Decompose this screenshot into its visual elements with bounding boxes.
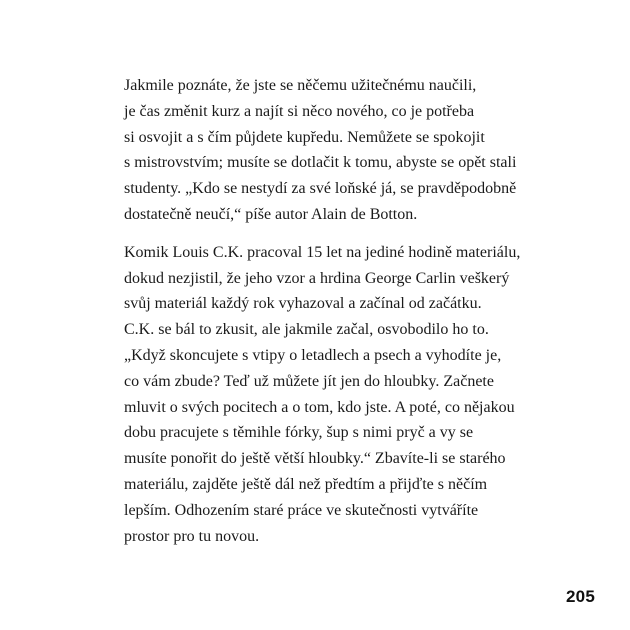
text-line: materiálu, zajděte ještě dál než předtím a přijďte s něčím — [124, 475, 488, 493]
body-text — [124, 73, 524, 549]
text-line: co vám zbude? Teď už můžete jít jen do hloubky. Začnete — [124, 372, 494, 390]
paragraph-1 — [124, 73, 524, 228]
text-line: mluvit o svých pocitech a o tom, kdo jste. A poté, co nějakou — [124, 398, 515, 416]
text-line: si osvojit a s čím půjdete kupředu. Nemůžete se spokojit — [124, 128, 485, 146]
text-line: dostatečně neučí,“ píše autor Alain de Botton. — [124, 205, 418, 223]
text-line: C.K. se bál to zkusit, ale jakmile začal, osvobodilo ho to. — [124, 321, 489, 339]
paragraph-2 — [124, 240, 524, 550]
text-line: prostor pro tu novou. — [124, 527, 260, 545]
text-line: studenty. „Kdo se nestydí za své loňské já, se pravděpodobně — [124, 180, 517, 198]
page-number: 205 — [566, 587, 595, 606]
text-line: „Když skoncujete s vtipy o letadlech a psech a vyhodíte je, — [124, 346, 502, 364]
text-line: Komik Louis C.K. pracoval 15 let na jediné hodině materiálu, — [124, 243, 521, 261]
text-line: Jakmile poznáte, že jste se něčemu užitečnému naučili, — [124, 77, 477, 94]
text-line: dokud nezjistil, že jeho vzor a hrdina George Carlin veškerý — [124, 269, 510, 287]
text-line: musíte ponořit do ještě větší hloubky.“ Zbavíte-li se starého — [124, 450, 506, 468]
text-line: s mistrovstvím; musíte se dotlačit k tomu, abyste se opět stali — [124, 154, 517, 172]
text-line: dobu pracujete s těmihle fórky, šup s nimi pryč a vy se — [124, 424, 474, 442]
text-line: svůj materiál každý rok vyhazoval a začínal od začátku. — [124, 295, 482, 313]
text-line: lepším. Odhozením staré práce ve skutečnosti vytváříte — [124, 501, 479, 519]
text-line: je čas změnit kurz a najít si něco nového, co je potřeba — [124, 102, 475, 120]
